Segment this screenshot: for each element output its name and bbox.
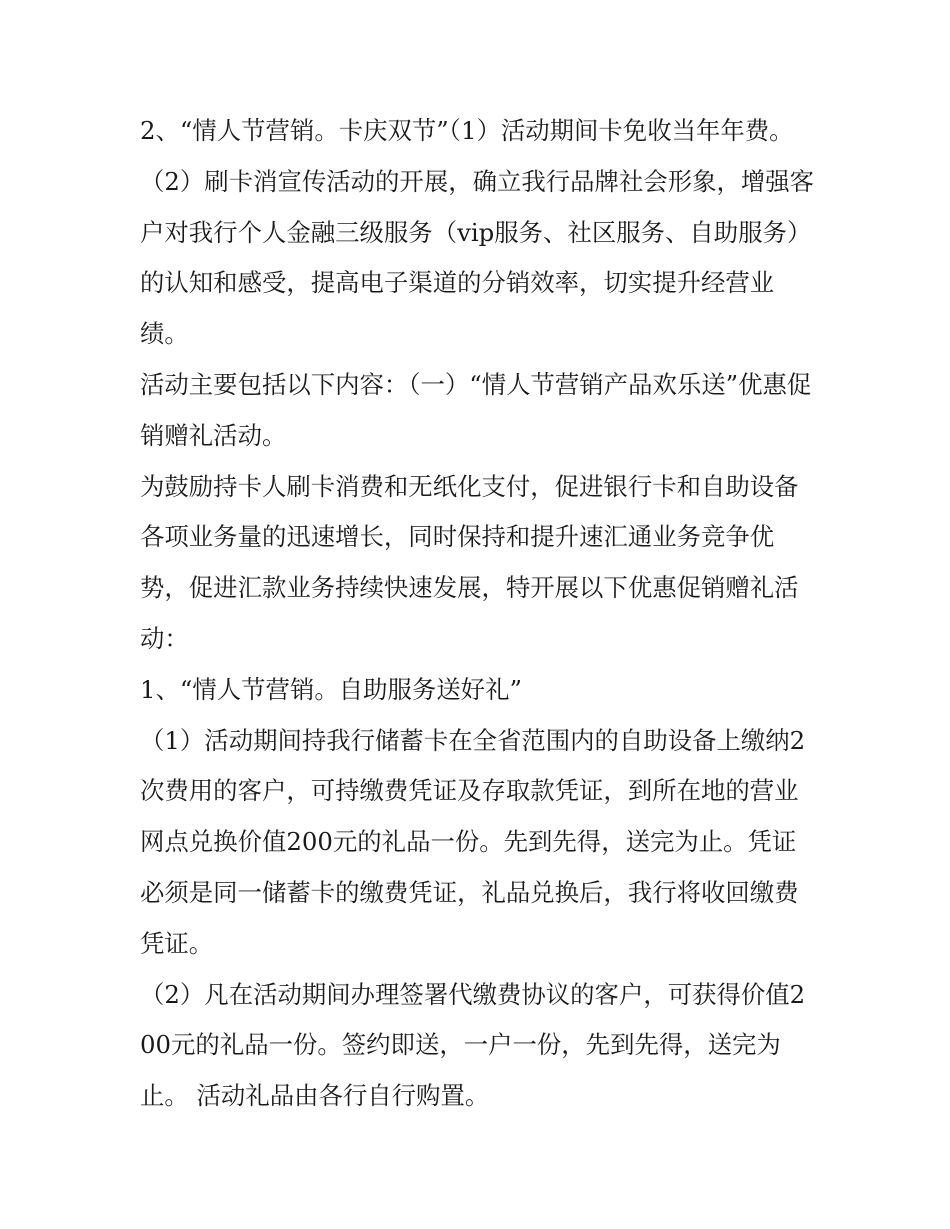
paragraph-self-service-item-1: （1）活动期间持我行储蓄卡在全省范围内的自助设备上缴纳2次费用的客户，可持缴费凭证及存取款凭证，到所在地的营业网点兑换价值200元的礼品一份。先到先得，送完为止。凭证必须是同一储蓄卡的缴费凭证，礼品兑换后，我行将收回缴费凭证。	[140, 725, 806, 958]
document-body	[140, 106, 820, 1122]
paragraph-double-festival: 2、“情人节营销。卡庆双节”（1）活动期间卡免收当年年费。（2）刷卡消宣传活动的开展，确立我行品牌社会形象，增强客户对我行个人金融三级服务（vip服务、社区服务、自助服务）的认知和感受，提高电子渠道的分销效率，切实提升经营业绩。	[140, 116, 815, 349]
paragraph-self-service-heading: 1、“情人节营销。自助服务送好礼”	[140, 674, 522, 704]
paragraph-activity-contents: 活动主要包括以下内容：（一）“情人节营销产品欢乐送”优惠促销赠礼活动。	[140, 369, 812, 450]
paragraph-promotion-purpose: 为鼓励持卡人刷卡消费和无纸化支付，促进银行卡和自助设备各项业务量的迅速增长，同时保持和提升速汇通业务竞争优势，促进汇款业务持续快速发展，特开展以下优惠促销赠礼活动：	[140, 471, 799, 653]
paragraph-self-service-item-2: （2）凡在活动期间办理签署代缴费协议的客户，可获得价值200元的礼品一份。签约即送，一户一份，先到先得，送完为止。 活动礼品由各行自行购置。	[140, 979, 806, 1111]
